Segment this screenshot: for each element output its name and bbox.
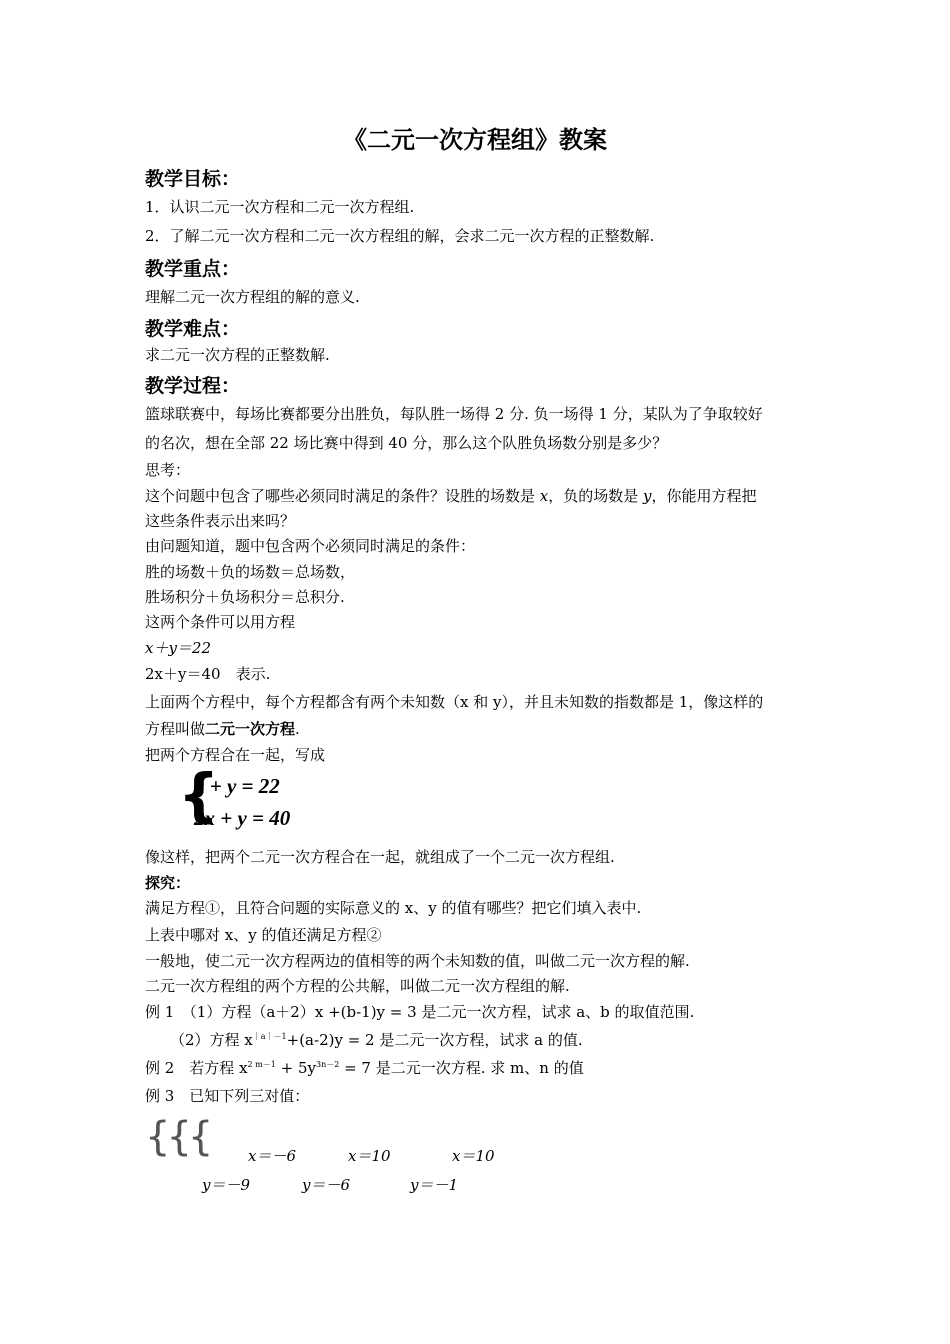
explore-line-1: 满足方程①，且符合问题的实际意义的 x、y 的值有哪些？把它们填入表中. (145, 899, 642, 917)
explore-line-4: 二元一次方程组的两个方程的公共解，叫做二元一次方程组的解. (145, 977, 570, 995)
pair-3-x: x＝10 (452, 1147, 495, 1165)
explore-line-2: 上表中哪对 x、y 的值还满足方程② (145, 926, 382, 944)
system-explanation: 像这样，把两个二元一次方程合在一起，就组成了一个二元一次方程组. (145, 848, 615, 866)
combine-text: 把两个方程合在一起，写成 (145, 746, 326, 764)
question-text-c: ，你能用方程把 (651, 487, 757, 505)
system-row-2: 2x + y = 40 (194, 806, 291, 830)
difficulty-text: 求二元一次方程的正整数解. (145, 346, 330, 364)
pair-1-y: y＝－9 (202, 1176, 251, 1194)
question-line-1 (145, 485, 757, 506)
example-1b (170, 1029, 583, 1050)
equation-1: x＋y＝22 (145, 639, 212, 657)
problem-line-2: 的名次，想在全部 22 场比赛中得到 40 分，那么这个队胜负场数分别是多少？ (145, 434, 668, 452)
var-x: x (539, 487, 549, 505)
condition-1: 胜的场数＋负的场数＝总场数， (145, 563, 356, 581)
condition-intro: 由问题知道，题中包含两个必须同时满足的条件： (145, 537, 476, 555)
pair-1-x: x＝－6 (248, 1147, 297, 1165)
pair-3-y: y＝－1 (410, 1176, 459, 1194)
page-title: 《二元一次方程组》教案 (343, 126, 607, 154)
key-text: 理解二元一次方程组的解的意义. (145, 288, 360, 306)
problem-line-1: 篮球联赛中，每场比赛都要分出胜负，每队胜一场得 2 分. 负一场得 1 分，某队为了争取较好 (145, 405, 763, 423)
heading-goals: 教学目标： (145, 168, 241, 190)
equation-system (178, 761, 318, 834)
definition-text: 方程叫做 (145, 720, 206, 738)
definition-line-1: 上面两个方程中，每个方程都含有两个未知数（x 和 y），并且未知数的指数都是 1，像这样的 (145, 693, 764, 711)
think-label: 思考： (145, 461, 191, 479)
example-1b-exponent: ｜a｜－1 (252, 1032, 287, 1041)
definition-period: . (295, 720, 300, 738)
example-2-exponent-2: 3n－2 (315, 1060, 340, 1069)
question-line-2: 这些条件表示出来吗？ (145, 512, 296, 530)
system-row-1: x + y = 22 (194, 774, 280, 798)
definition-term: 二元一次方程 (205, 720, 296, 738)
var-y: y (643, 487, 652, 505)
heading-process: 教学过程： (145, 375, 241, 397)
example-1b-rest: +(a-2)y = 2 是二元一次方程，试求 a 的值. (286, 1031, 583, 1049)
question-text-b: ，负的场数是 (548, 487, 644, 505)
goal-1: 1．认识二元一次方程和二元一次方程组. (145, 198, 415, 216)
example-2-exponent-1: 2 m－1 (247, 1060, 276, 1069)
example-2-mid: + 5y (275, 1059, 316, 1077)
pair-2-x: x＝10 (348, 1147, 391, 1165)
question-text-a: 这个问题中包含了哪些必须同时满足的条件？设胜的场数是 (145, 487, 540, 505)
heading-difficulty: 教学难点： (145, 318, 241, 340)
equation-2: 2x＋y＝40 表示. (145, 665, 271, 683)
equation-intro: 这两个条件可以用方程 (145, 613, 296, 631)
explore-label: 探究： (145, 874, 191, 892)
left-brace-icon: { (178, 761, 220, 829)
example-1b-text: （2）方程 x (170, 1031, 253, 1049)
condition-2: 胜场积分＋负场积分＝总积分. (145, 588, 345, 606)
triple-brace-icon: {{{ (145, 1114, 210, 1160)
explore-line-3: 一般地，使二元一次方程两边的值相等的两个未知数的值，叫做二元一次方程的解. (145, 952, 690, 970)
definition-line-2 (145, 718, 300, 739)
example-3: 例 3 已知下列三对值： (145, 1087, 310, 1105)
heading-key: 教学重点： (145, 258, 241, 280)
goal-2: 2．了解二元一次方程和二元一次方程组的解，会求二元一次方程的正整数解. (145, 227, 655, 245)
example-2-text: 例 2 若方程 x (145, 1059, 248, 1077)
example-1a: 例 1 （1）方程（a＋2）x +(b-1)y = 3 是二元一次方程，试求 a、b 的取值范围. (145, 1003, 695, 1021)
example-2-rest: = 7 是二元一次方程. 求 m、n 的值 (339, 1059, 584, 1077)
example-2 (145, 1057, 584, 1078)
pair-2-y: y＝－6 (302, 1176, 351, 1194)
